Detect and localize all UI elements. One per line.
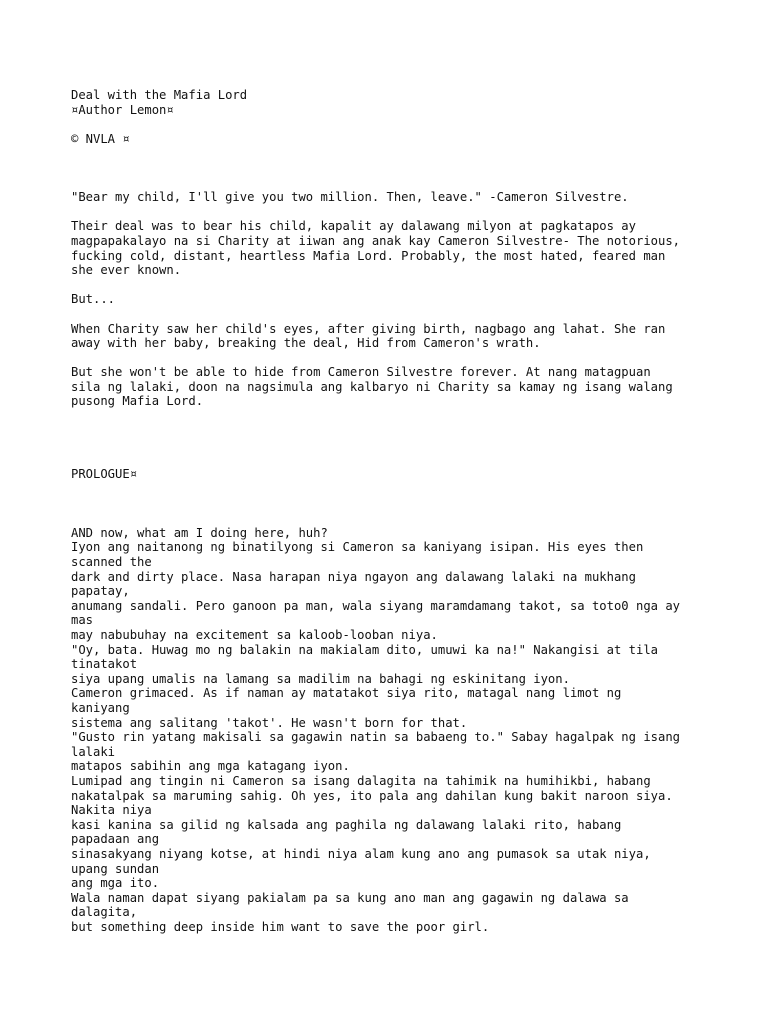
text-line: upang sundan (71, 861, 160, 876)
text-line: "Gusto rin yatang makisali sa gagawin natin sa babaeng to." Sabay hagalpak ng isang (71, 730, 681, 745)
text-line: Iyon ang naitanong ng binatilyong si Cameron sa kaniyang isipan. His eyes then (71, 540, 644, 555)
text-line: fucking cold, distant, heartless Mafia Lord. Probably, the most hated, feared man (71, 248, 666, 263)
text-line: may nabubuhay na excitement sa kaloob-looban niya. (71, 628, 438, 643)
document-page (71, 88, 711, 934)
text-line: papadaan ang (71, 832, 160, 847)
text-line: pusong Mafia Lord. (71, 394, 204, 409)
text-line: nakatalpak sa maruming sahig. Oh yes, ito pala ang dahilan kung bakit naroon siya. (71, 788, 673, 803)
book-title: Deal with the Mafia Lord (71, 88, 248, 102)
blurb-paragraph-1 (71, 219, 711, 277)
text-line: When Charity saw her child's eyes, after giving birth, nagbago ang lahat. She ran (71, 321, 666, 336)
prologue-heading: PROLOGUE¤ (71, 467, 138, 482)
prologue-body (71, 526, 711, 935)
text-line: kasi kanina sa gilid ng kalsada ang paghila ng dalawang lalaki rito, habang (71, 817, 622, 832)
text-line: sinasakyang niyang kotse, at hindi niya alam kung ano ang pumasok sa utak niya, (71, 846, 651, 861)
text-line: Cameron grimaced. As if naman ay matatakot siya rito, matagal nang limot ng (71, 686, 622, 701)
text-line: Nakita niya (71, 803, 152, 818)
text-line: mas (71, 613, 94, 628)
blurb-paragraph-3 (71, 365, 711, 409)
copyright-line: © NVLA ¤ (71, 131, 130, 146)
text-line: Wala naman dapat siyang pakialam pa sa kung ano man ang gagawin ng dalawa sa (71, 890, 629, 905)
text-line: Lumipad ang tingin ni Cameron sa isang dalagita na tahimik na humihikbi, habang (71, 773, 651, 788)
text-line: Their deal was to bear his child, kapalit ay dalawang milyon at pagkatapos ay (71, 219, 636, 234)
text-line: away with her baby, breaking the deal, Hid from Cameron's wrath. (71, 336, 541, 351)
text-line: she ever known. (71, 263, 182, 278)
text-line: kaniyang (71, 700, 130, 715)
text-line: tinatakot (71, 657, 138, 672)
text-line: dark and dirty place. Nasa harapan niya ngayon ang dalawang lalaki na mukhang (71, 569, 636, 584)
text-line: matapos sabihin ang mga katagang iyon. (71, 759, 350, 774)
text-line: ang mga ito. (71, 876, 160, 891)
blurb-quote: "Bear my child, I'll give you two million. Then, leave." -Cameron Silvestre. (71, 190, 629, 205)
text-line: But she won't be able to hide from Cameron Silvestre forever. At nang matagpuan (71, 365, 651, 380)
text-line: sila ng lalaki, doon na nagsimula ang kalbaryo ni Charity sa kamay ng isang walang (71, 379, 673, 394)
text-line: sistema ang salitang 'takot'. He wasn't born for that. (71, 715, 468, 730)
text-line: dalagita, (71, 905, 138, 920)
text-line: but something deep inside him want to save the poor girl. (71, 919, 490, 934)
text-line: siya upang umalis na lamang sa madilim na bahagi ng eskinitang iyon. (71, 671, 570, 686)
text-line: scanned the (71, 555, 152, 570)
text-line: magpapakalayo na si Charity at iiwan ang anak kay Cameron Silvestre- The notorious, (71, 233, 681, 248)
blurb-paragraph-2 (71, 322, 711, 351)
blurb-but: But... (71, 292, 116, 307)
text-line: lalaki (71, 744, 116, 759)
text-line: papatay, (71, 584, 130, 599)
text-line: "Oy, bata. Huwag mo ng balakin na makialam dito, umuwi ka na!" Nakangisi at tila (71, 642, 658, 657)
author-line: ¤Author Lemon¤ (71, 102, 174, 117)
text-line: AND now, what am I doing here, huh? (71, 525, 328, 540)
text-line: anumang sandali. Pero ganoon pa man, wala siyang maramdamang takot, sa toto0 nga ay (71, 598, 681, 613)
